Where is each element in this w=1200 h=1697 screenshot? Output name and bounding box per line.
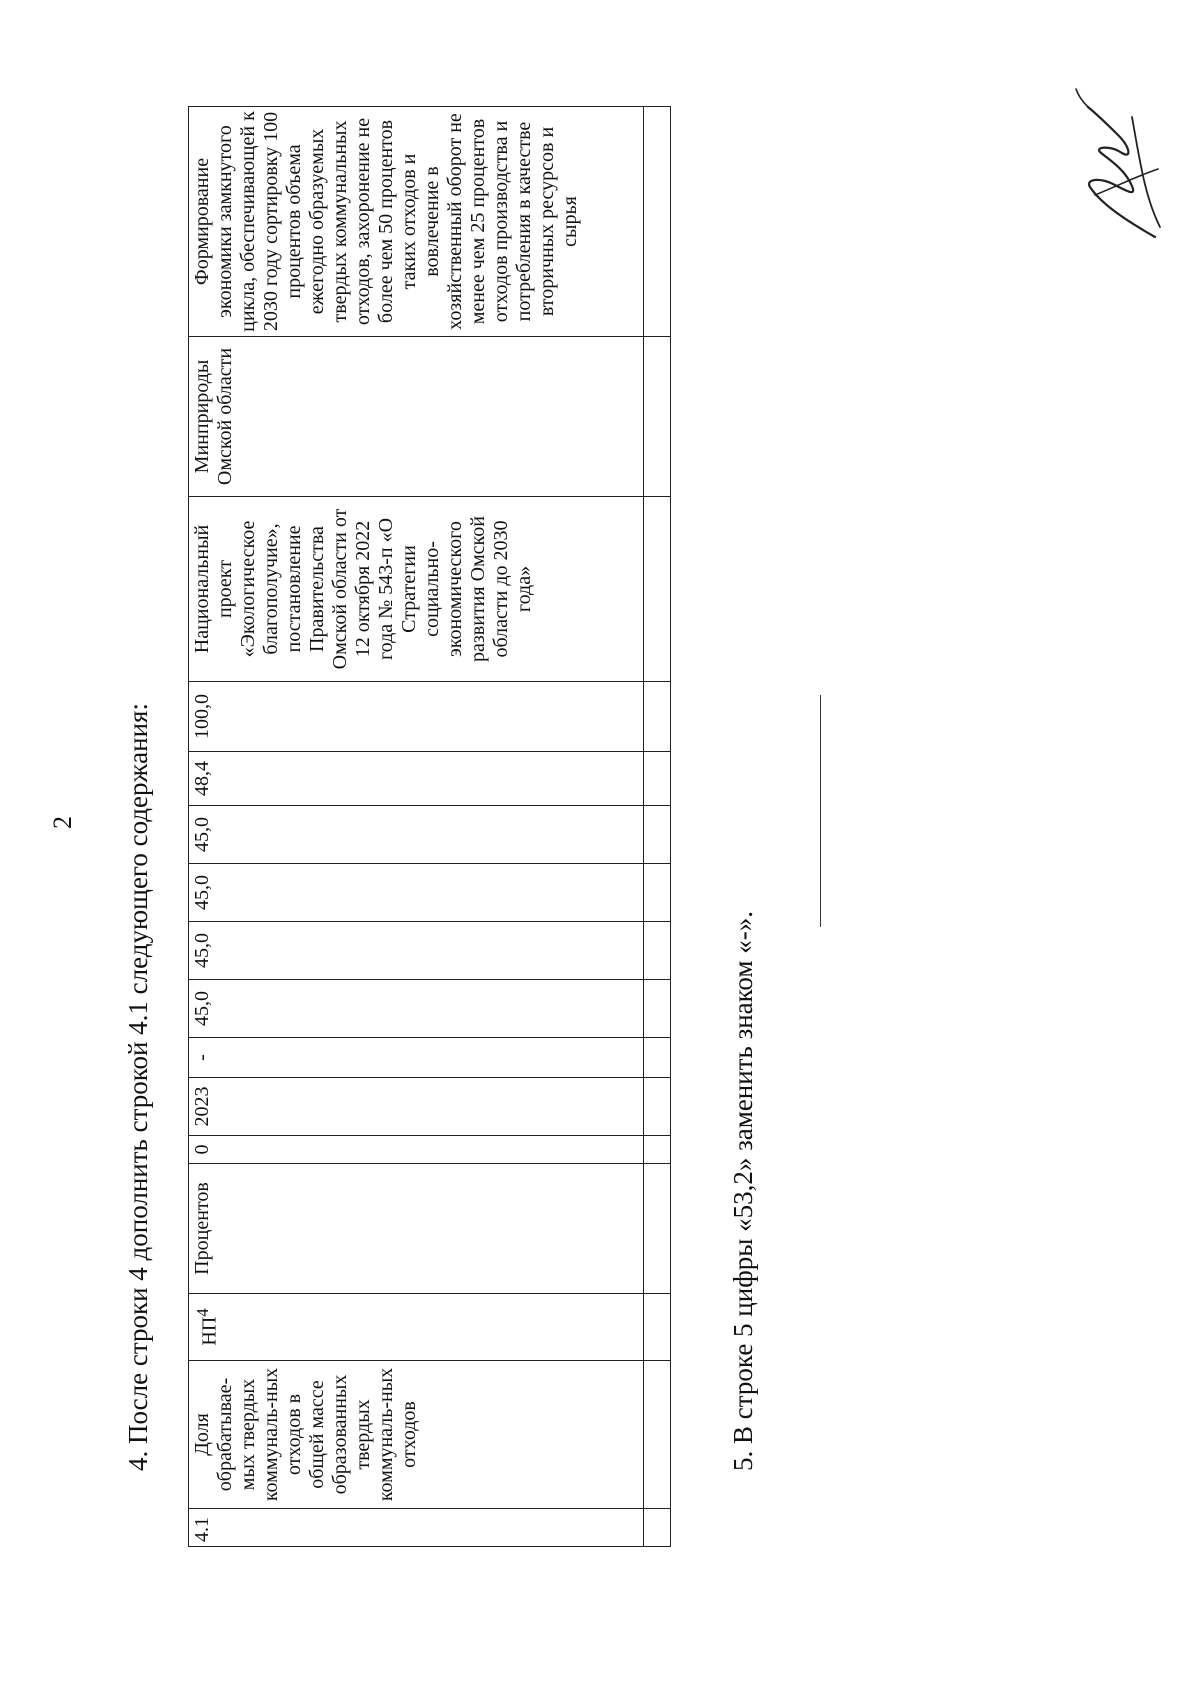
- signature-icon: [1060, 77, 1180, 257]
- goal-description: Формирование экономики замкнутого цикла, обеспечивающей к 2030 году сортировку 100 процентов объема ежегодно образуемых твердых коммунальных отходов, захоронение не более чем 50 процентов таких отходов и вовлечение в хозяйственный оборот не менее чем 25 процентов отходов производства и потребления в качестве вторичных ресурсов и сырья: [189, 107, 644, 337]
- paragraph-5: 5. В строке 5 цифры «53,2» заменить знаком «-».: [728, 911, 758, 1471]
- row-number: 4.1: [189, 1509, 644, 1547]
- value-cell: -: [189, 1038, 644, 1078]
- footnote-mark: 4: [193, 1308, 212, 1317]
- indicator-name: Доля обрабатывае-мых твердых коммуналь-ных отходов в общей массе образованных твердых коммуналь-ных отходов: [189, 1361, 644, 1509]
- empty-cell: [644, 1136, 671, 1164]
- empty-cell: [644, 1078, 671, 1136]
- empty-cell: [644, 682, 671, 752]
- empty-cell: [644, 922, 671, 980]
- table-row: [644, 107, 671, 1547]
- indicator-type: [189, 1294, 644, 1361]
- separator-line: [820, 695, 821, 927]
- value-cell: 100,0: [189, 682, 644, 752]
- base-value: 0: [189, 1136, 644, 1164]
- empty-cell: [644, 980, 671, 1038]
- value-cell: 45,0: [189, 922, 644, 980]
- empty-cell: [644, 752, 671, 806]
- base-year: 2023: [189, 1078, 644, 1136]
- paragraph-4: 4. После строки 4 дополнить строкой 4.1 следующего содержания:: [123, 703, 153, 1471]
- type-label: НП: [198, 1316, 221, 1346]
- empty-cell: [644, 806, 671, 864]
- empty-cell: [644, 1164, 671, 1294]
- empty-cell: [644, 337, 671, 497]
- page-number: 2: [48, 816, 77, 829]
- unit: Процентов: [189, 1164, 644, 1294]
- value-cell: 45,0: [189, 806, 644, 864]
- empty-cell: [644, 1038, 671, 1078]
- value-cell: 48,4: [189, 752, 644, 806]
- responsible-agency: Минприроды Омской области: [189, 337, 644, 497]
- empty-cell: [644, 1509, 671, 1547]
- empty-cell: [644, 1361, 671, 1509]
- value-cell: 45,0: [189, 980, 644, 1038]
- empty-cell: [644, 1294, 671, 1361]
- table-row: [189, 107, 644, 1547]
- value-cell: 45,0: [189, 864, 644, 922]
- empty-cell: [644, 864, 671, 922]
- empty-cell: [644, 497, 671, 682]
- empty-cell: [644, 107, 671, 337]
- indicator-row-table: [188, 106, 671, 1547]
- source-document: Национальный проект «Экологическое благополучие», постановление Правительства Омской области от 12 октября 2022 года № 543-п «О Стратегии социально-экономического развития Омской области до 2030 года»: [189, 497, 644, 682]
